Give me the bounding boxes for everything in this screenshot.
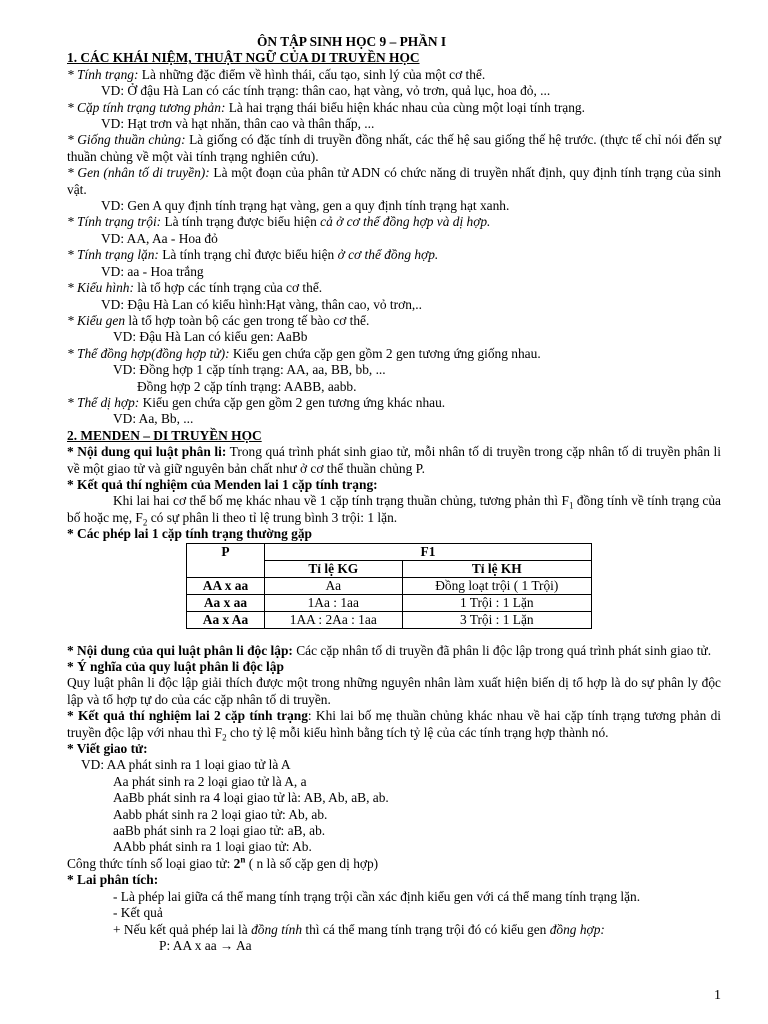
example: VD: AA, Aa - Hoa đỏ — [101, 230, 218, 246]
header-f1: F1 — [264, 543, 591, 560]
def-kieu-gen — [67, 313, 721, 329]
term: * Thể dị hợp: — [67, 394, 140, 410]
table-row — [187, 577, 592, 594]
term: * Nội dung của qui luật phân li độc lập: — [67, 642, 293, 658]
gamete-line: aaBb phát sinh ra 2 loại giao tử: aB, ab. — [113, 823, 326, 839]
cell-kg: 1Aa : 1aa — [264, 594, 402, 611]
subscript: 2 — [222, 732, 227, 743]
cell-kh: Đồng loạt trội ( 1 Trội) — [402, 577, 591, 594]
giao-tu-label: * Viết giao tử: — [67, 741, 148, 757]
gamete-text: AA phát sinh ra 1 loại giao tử là A — [106, 757, 291, 773]
term: * Tính trạng trội: — [67, 214, 162, 230]
lai-line: - Là phép lai giữa cá thể mang tính trạng trội cần xác định kiểu gen với cá thể mang tính trạng lặn. — [113, 888, 641, 904]
definition-emphasis: cả ở cơ thể đồng hợp và dị hợp. — [320, 214, 491, 230]
result-text-2 — [67, 708, 721, 741]
section-heading-1: 1. CÁC KHÁI NIỆM, THUẬT NGỮ CỦA DI TRUYỀN HỌC — [67, 50, 420, 66]
text: Công thức tính số loại giao tử: — [67, 855, 234, 871]
text: cho tỷ lệ mỗi kiểu hình bằng tích tỷ lệ của các tính trạng hợp thành nó. — [226, 724, 609, 740]
definition: Là một đoạn của phân tử ADN có chức năng di truyền nhất định, quy định tính trạng của sinh vật. — [67, 165, 721, 197]
header-kg: Tỉ lệ KG — [264, 560, 402, 577]
example: VD: Aa, Bb, ... — [113, 411, 194, 427]
definition: Kiểu gen chứa cặp gen gồm 2 gen tương ứng khác nhau. — [139, 394, 446, 410]
spacer — [67, 629, 721, 643]
cell-kh: 1 Trội : 1 Lặn — [402, 594, 591, 611]
emphasis: đồng tính — [251, 921, 303, 937]
lai-line — [67, 922, 721, 938]
table-row — [187, 611, 592, 628]
def-the-di-hop — [67, 395, 721, 411]
definition: Là tính trạng được biểu hiện — [161, 214, 321, 230]
gamete-formula — [67, 856, 721, 872]
text: có sự phân li theo tỉ lệ trung bình 3 trội: 1 lặn. — [147, 509, 398, 525]
def-the-dong-hop — [67, 346, 721, 362]
term: * Kiểu hình: — [67, 280, 134, 296]
gamete-line: Aa phát sinh ra 2 loại giao tử là A, a — [113, 773, 307, 789]
def-tinh-trang-troi — [67, 214, 721, 230]
result-label-1: * Kết quả thí nghiệm của Menden lai 1 cặp tính trạng: — [67, 476, 378, 492]
def-kieu-hinh — [67, 280, 721, 296]
example: VD: Hạt trơn và hạt nhăn, thân cao và thân thấp, ... — [101, 116, 375, 132]
page-number: 1 — [714, 988, 721, 1003]
lai-cross: P: AA x aa → Aa — [159, 937, 252, 953]
section-heading-2: 2. MENDEN – DI TRUYỀN HỌC — [67, 427, 262, 443]
example: VD: aa - Hoa trắng — [101, 263, 204, 279]
table-row — [187, 594, 592, 611]
gamete-line: AaBb phát sinh ra 4 loại giao tử là: AB, Ab, aB, ab. — [113, 790, 389, 806]
text: Khi lai hai cơ thể bố mẹ khác nhau về 1 cặp tính trạng thuần chủng, tương phản thì F — [113, 493, 569, 509]
example: VD: Ở đậu Hà Lan có các tính trạng: thân cao, hạt vàng, vỏ trơn, quả lục, hoa đỏ, ... — [101, 83, 551, 99]
emphasis: đồng hợp: — [549, 921, 605, 937]
def-tinh-trang-lan — [67, 247, 721, 263]
term: * Gen (nhân tố di truyền): — [67, 165, 210, 181]
header-p: P — [187, 543, 265, 577]
subscript: 2 — [142, 517, 148, 528]
table-header-row — [187, 543, 592, 560]
term: * Kiểu gen — [67, 312, 126, 328]
term: * Tính trạng: — [67, 66, 139, 82]
vd-lead: VD: — [81, 757, 107, 773]
term: * Cặp tính trạng tương phản: — [67, 99, 226, 115]
definition: là tổ hợp toàn bộ các gen trong tế bào cơ thể. — [125, 312, 370, 328]
term: * Kết quả thí nghiệm lai 2 cặp tính trạng — [67, 708, 308, 724]
subscript: 1 — [568, 501, 574, 512]
cell-p: Aa x aa — [187, 594, 265, 611]
cell-kg: 1AA : 2Aa : 1aa — [264, 611, 402, 628]
y-nghia-text: Quy luật phân li độc lập giải thích được một trong những nguyên nhân làm xuất hiện biến dị tổ hợp là do sự phân ly độc lập và tổ hợp tự do của các cặp nhân tố di truyền. — [67, 675, 721, 707]
example: Đồng hợp 2 cặp tính trạng: AABB, aabb. — [137, 378, 357, 394]
definition: Là những đặc điểm về hình thái, cấu tạo, sinh lý của một cơ thể. — [138, 66, 486, 82]
cell-p: Aa x Aa — [187, 611, 265, 628]
def-gen — [67, 165, 721, 198]
header-kh: Tỉ lệ KH — [402, 560, 591, 577]
definition-emphasis: ở cơ thể đồng hợp. — [337, 247, 439, 263]
text: + Nếu kết quả phép lai là — [113, 921, 252, 937]
lai-phan-tich-label: * Lai phân tích: — [67, 872, 159, 888]
def-giong-thuan-chung — [67, 132, 721, 165]
page-title: ÔN TẬP SINH HỌC 9 – PHẦN I — [257, 34, 447, 49]
definition: Kiểu gen chứa cặp gen gồm 2 gen tương ứng giống nhau. — [229, 345, 541, 361]
cross-table — [186, 543, 592, 629]
def-cap-tinh-trang — [67, 100, 721, 116]
definition: là tổ hợp các tính trạng của cơ thể. — [133, 280, 323, 296]
def-tinh-trang — [67, 67, 721, 83]
doc-lap-content — [67, 643, 721, 659]
cross-table-label: * Các phép lai 1 cặp tính trạng thường gặp — [67, 526, 312, 542]
formula-exponent: n — [240, 854, 246, 865]
example: VD: Đồng hợp 1 cặp tính trạng: AA, aa, BB, bb, ... — [113, 362, 386, 378]
definition: Trong quá trình phát sinh giao tử, mỗi nhân tố di truyền trong cặp nhân tố di truyền phân li về một giao tử và giữ nguyên bản chất như ở cơ thể thuần chủng P. — [67, 444, 721, 476]
y-nghia-label: * Ý nghĩa của quy luật phân li độc lập — [67, 659, 284, 674]
definition: Là tính trạng chỉ được biểu hiện — [158, 247, 338, 263]
text: : Khi lai bố mẹ thuần chủng khác nhau về hai cặp tính trạng tương phản di truyền độc lập với nhau thì F — [67, 708, 721, 740]
term: * Giống thuần chủng: — [67, 132, 186, 148]
cell-kg: Aa — [264, 577, 402, 594]
example: VD: Đậu Hà Lan có kiểu gen: AaBb — [113, 329, 308, 345]
phan-li-content — [67, 444, 721, 477]
gamete-line: AAbb phát sinh ra 1 loại giao tử: Ab. — [113, 839, 312, 855]
text: ( n là số cặp gen dị hợp) — [245, 855, 379, 871]
gamete-line — [67, 757, 721, 773]
definition: Các cặp nhân tố di truyền đã phân li độc lập trong quá trình phát sinh giao tử. — [292, 642, 712, 658]
definition: Là giống có đặc tính di truyền đồng nhất, các thế hệ sau giống thế hệ trước. (thực tế chỉ nói đến sự thuần chủng về một vài tính trạng nghiên cứu). — [67, 132, 722, 164]
text: thì cá thể mang tính trạng trội đó có kiểu gen — [302, 921, 550, 937]
example: VD: Đậu Hà Lan có kiểu hình:Hạt vàng, thân cao, vỏ trơn,.. — [101, 296, 422, 312]
result-text-1 — [67, 493, 721, 526]
term: * Tính trạng lặn: — [67, 247, 159, 263]
definition: Là hai trạng thái biểu hiện khác nhau của cùng một loại tính trạng. — [225, 99, 585, 115]
term: * Thể đồng hợp(đồng hợp tử): — [67, 345, 230, 361]
text: đồng tính về tính trạng của bố hoặc mẹ, F — [67, 493, 721, 525]
formula-base: 2 — [233, 855, 241, 871]
lai-line: - Kết quả — [113, 905, 163, 921]
gamete-line: Aabb phát sinh ra 2 loại giao tử: Ab, ab. — [113, 806, 328, 822]
example: VD: Gen A quy định tính trạng hạt vàng, gen a quy định tính trạng hạt xanh. — [101, 198, 510, 214]
cell-p: AA x aa — [187, 577, 265, 594]
term: * Nội dung qui luật phân li: — [67, 444, 227, 460]
cell-kh: 3 Trội : 1 Lặn — [402, 611, 591, 628]
